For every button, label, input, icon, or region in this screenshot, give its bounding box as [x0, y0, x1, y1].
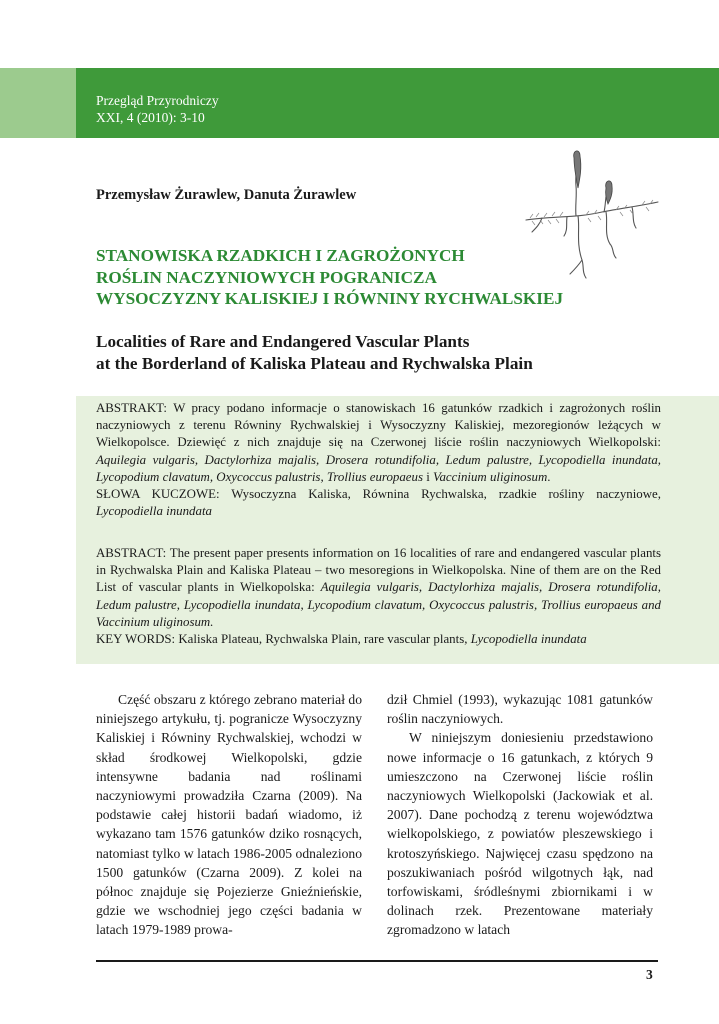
title-polish — [96, 245, 616, 310]
journal-name: Przegląd Przyrodniczy — [96, 93, 219, 108]
abstract-species: Aquilegia vulgaris, Dactylorhiza majalis, Drosera rotundifolia, Ledum palustre, Lycopodiella inundata, Lycopodium clavatum, Oxycoccus palustris, Trollius europaeus and Vaccinium uliginosum. — [96, 580, 661, 629]
abstract-text: The present paper presents information on 16 localities of rare and endangered vascular plants in Rychwalska Plain and Kaliska Plateau – two mesoregions in Wielkopolska. Nine of them are on the Red List of vascular plants in Wielkopolska: — [96, 546, 661, 595]
page-number: 3 — [646, 967, 653, 982]
title-english-line: Localities of Rare and Endangered Vascular Plants — [96, 332, 470, 351]
body-column-left — [96, 690, 362, 940]
title-english-line: at the Borderland of Kaliska Plateau and Rychwalska Plain — [96, 354, 533, 373]
keywords-italic: Lycopodiella inundata — [470, 632, 587, 647]
title-polish-line: WYSOCZYZNY KALISKIEJ I RÓWNINY RYCHWALSKIEJ — [96, 289, 564, 308]
body-column-right — [387, 690, 653, 940]
abstract-english-body — [96, 545, 661, 631]
abstract-polish-body — [96, 400, 661, 486]
keywords-label: SŁOWA KUCZOWE: — [96, 487, 220, 502]
body-paragraph: W niniejszym doniesieniu przedstawiono nowe informacje o 16 gatunkach, z których 9 umieszczono na Czerwonej liście roślin naczyniowych Wielkopolski (Jackowiak et al. 2007). Dane pochodzą z terenu województwa wielkopolskiego, z powiatów pleszewskiego i krotoszyńskiego. Najwięcej czasu spędzono na poszukiwaniach pośród wilgotnych łąk, nad torfowiskami, śródleśnymi zbiornikami i w dolinach rzek. Prezentowane materiały zgromadzono w latach — [387, 730, 653, 938]
title-english — [96, 331, 696, 375]
keywords-text: Kaliska Plateau, Rychwalska Plain, rare vascular plants, — [178, 632, 468, 647]
abstract-and: i — [426, 469, 430, 484]
keywords-italic: Lycopodiella inundata — [96, 504, 212, 519]
keywords-english — [96, 631, 661, 648]
footer-rule — [96, 960, 658, 962]
abstract-label: ABSTRAKT: — [96, 401, 167, 415]
abstract-polish — [96, 400, 661, 520]
abstract-label: ABSTRACT: — [96, 546, 167, 560]
authors: Przemysław Żurawlew, Danuta Żurawlew — [96, 187, 357, 203]
keywords-polish — [96, 486, 661, 520]
title-polish-line: STANOWISKA RZADKICH I ZAGROŻONYCH — [96, 246, 465, 265]
keywords-text: Wysoczyzna Kaliska, Równina Rychwalska, rzadkie rośliny naczyniowe, — [231, 487, 661, 502]
journal-info — [96, 92, 219, 126]
title-polish-line: ROŚLIN NACZYNIOWYCH POGRANICZA — [96, 267, 437, 287]
abstract-text: W pracy podano informacje o stanowiskach 16 gatunków rzadkich i zagrożonych roślin naczyniowych z terenu Równiny Rychwalskiej i Wysoczyzny Kaliskiej, mezoregionów leżących w Wielkopolsce. Dziewięć z nich znajduje się na Czerwonej liście roślin naczyniowych Wielkopolski: — [96, 401, 661, 450]
abstract-end: . — [547, 469, 551, 484]
abstract-species: Aquilegia vulgaris, Dactylorhiza majalis, Drosera rotundifolia, Ledum palustre, Lycopodiella inundata, Lycopodium clavatum, Oxycoccus palustris, Trollius europaeus — [96, 452, 661, 484]
header-band-light — [0, 68, 76, 138]
journal-issue: XXI, 4 (2010): 3-10 — [96, 110, 205, 125]
abstract-species-last: Vaccinium uliginosum — [433, 469, 548, 484]
keywords-label: KEY WORDS: — [96, 632, 176, 647]
body-paragraph-continued: dził Chmiel (1993), wykazując 1081 gatunków roślin naczyniowych. — [387, 692, 653, 727]
abstract-english — [96, 545, 661, 648]
body-paragraph: Część obszaru z którego zebrano materiał do niniejszego artykułu, tj. pogranicze Wysoczyzny Kaliskiej i Równiny Rychwalskiej, wchodzi w skład środkowej Wielkopolski, gdzie intensywne badania nad roślinami naczyniowymi prowadziła Czarna (2009). Na podstawie całej historii badań wiadomo, iż wykazano tam 1576 gatunków dziko rosnących, natomiast tylko w latach 1986-2005 odnaleziono 1500 gatunków (Czarna 2009). Z kolei na północ znajduje się Pojezierze Gnieźnieńskie, gdzie we wschodniej jego części badania w latach 1979-1989 prowa- — [96, 692, 362, 938]
